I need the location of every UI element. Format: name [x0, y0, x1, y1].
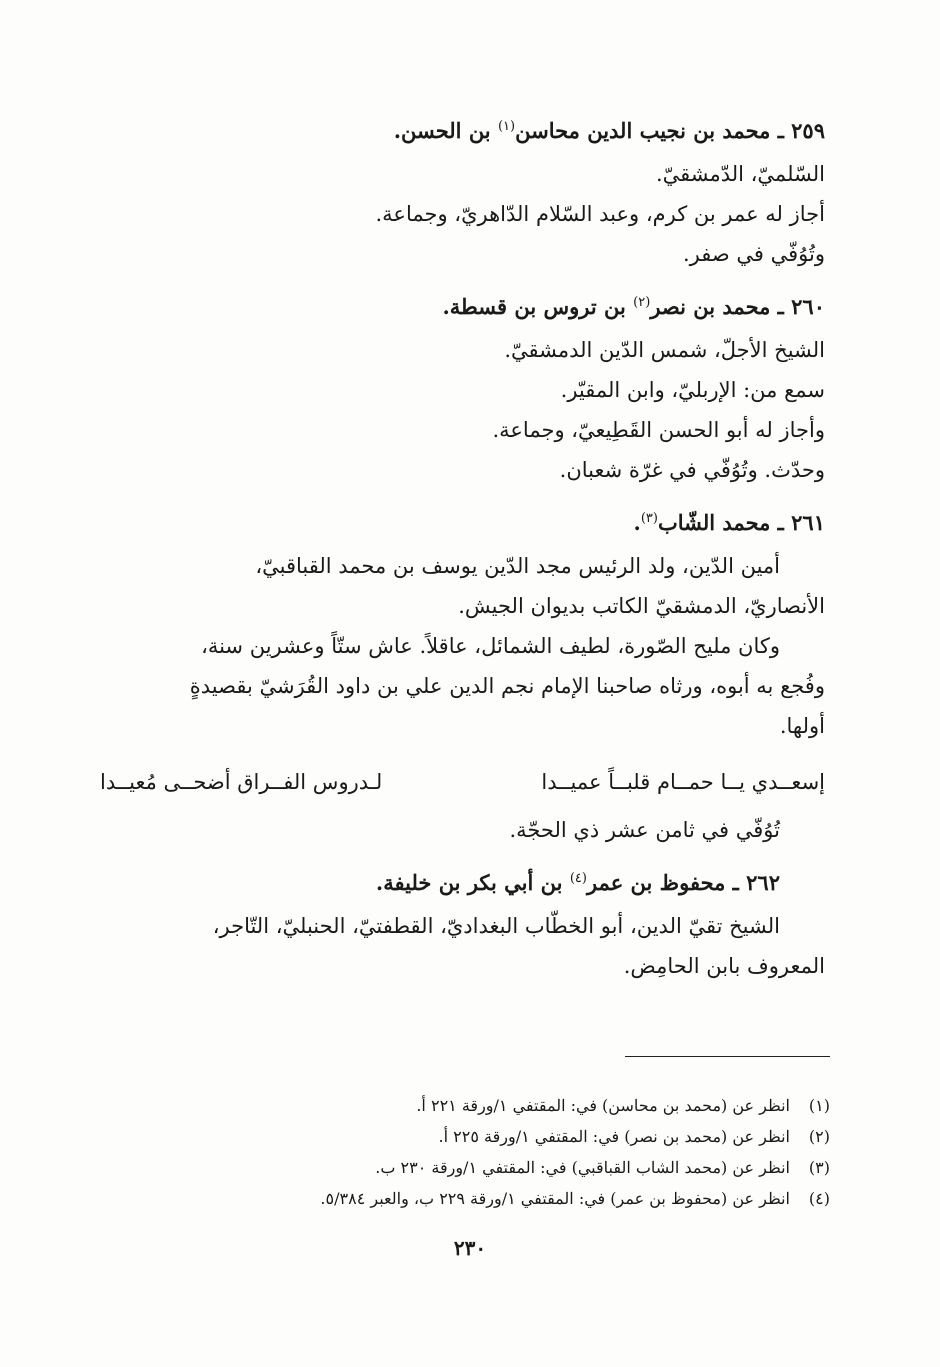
footnote-text: انظر عن (محمد الشاب القباقبي) في: المقتفي ١/ورقة ٢٣٠ ب. [375, 1158, 790, 1177]
footnote-item [200, 1152, 830, 1183]
footnote-ref: (١) [497, 119, 516, 134]
footnote-item [200, 1121, 830, 1152]
footnote-number: (٣) [808, 1158, 830, 1177]
footnote-text: انظر عن (محمد بن محاسن) في: المقتفي ١/ورقة ٢٢١ أ. [416, 1096, 790, 1115]
entry-line: المعروف بابن الحامِض. [623, 954, 825, 978]
footnote-text: انظر عن (محمد بن نصر) في: المقتفي ١/ورقة ٢٢٥ أ. [438, 1127, 790, 1146]
entry-line: وفُجع به أبوه، ورثاه صاحبنا الإمام نجم الدين علي بن داود القُرَشيّ بقصيدةٍ [189, 674, 825, 698]
footnote-ref: (٤) [569, 871, 587, 886]
footnotes [200, 1090, 830, 1214]
footnote-text: انظر عن (محفوظ بن عمر) في: المقتفي ١/ورقة ٢٢٩ ب، والعبر ٥/٣٨٤. [320, 1189, 790, 1208]
entry-line: الأنصاريّ، الدمشقيّ الكاتب بديوان الجيش. [458, 594, 825, 618]
footnote-item [200, 1090, 830, 1121]
footnote-ref: (٢) [633, 295, 651, 310]
entry-259 [100, 108, 825, 274]
poem-second-hemistich: لـدروس الفــراق أضحــى مُعيــدا [100, 770, 383, 794]
entry-260 [100, 284, 825, 490]
entry-line: أولها. [779, 714, 825, 738]
entry-line: أمين الدّين، ولد الرئيس مجد الدّين يوسف بن محمد القباقبيّ، [255, 554, 780, 578]
entry-line: تُوُفّي في ثامن عشر ذي الحجّة. [509, 818, 780, 842]
entry-heading: ٢٦٠ ـ محمد بن نصر$^{(٢)}$ بن تروس بن قسطة. [442, 294, 825, 319]
footnote-number: (٢) [808, 1127, 830, 1146]
entry-line: وحدّث. وتُوُفّي في غرّة شعبان. [559, 458, 825, 482]
footnote-number: (٤) [808, 1189, 830, 1208]
entry-261 [100, 500, 825, 850]
footnote-number: (١) [808, 1096, 830, 1115]
entry-line: أجاز له عمر بن كرم، وعبد السّلام الدّاهريّ، وجماعة. [375, 202, 825, 226]
entry-line: السّلميّ، الدّمشقيّ. [655, 162, 825, 186]
footnote-divider [625, 1056, 830, 1057]
entry-262 [100, 860, 825, 986]
entry-line: وتُوُفّي في صفر. [683, 242, 825, 266]
entry-line: سمع من: الإربليّ، وابن المقيّر. [560, 378, 825, 402]
entry-heading: ٢٦٢ ـ محفوظ بن عمر$^{(٤)}$ بن أبي بكر بن خليفة. [375, 870, 780, 895]
footnote-item [200, 1183, 830, 1214]
poem-verse [100, 760, 825, 804]
entry-line: وكان مليح الصّورة، لطيف الشمائل، عاقلاً. عاش ستّاً وعشرين سنة، [201, 634, 780, 658]
poem-first-hemistich: إسعــدي يــا حمــام قلبــاً عميــدا [541, 770, 825, 794]
page-number: ٢٣٠ [453, 1236, 487, 1260]
entry-line: وأجاز له أبو الحسن القَطِيعيّ، وجماعة. [492, 418, 825, 442]
main-text [100, 108, 825, 996]
entry-heading: ٢٦١ ـ محمد الشّاب$^{(٣)}$. [633, 510, 825, 535]
footnote-ref: (٣) [640, 511, 658, 526]
entry-heading: ٢٥٩ ـ محمد بن نجيب الدين محاسن$^{(١)}$ بن الحسن. [393, 118, 825, 143]
entry-line: الشيخ الأجلّ، شمس الدّين الدمشقيّ. [504, 338, 825, 362]
entry-line: الشيخ تقيّ الدين، أبو الخطّاب البغداديّ، القطفتيّ، الحنبليّ، التّاجر، [212, 914, 780, 938]
